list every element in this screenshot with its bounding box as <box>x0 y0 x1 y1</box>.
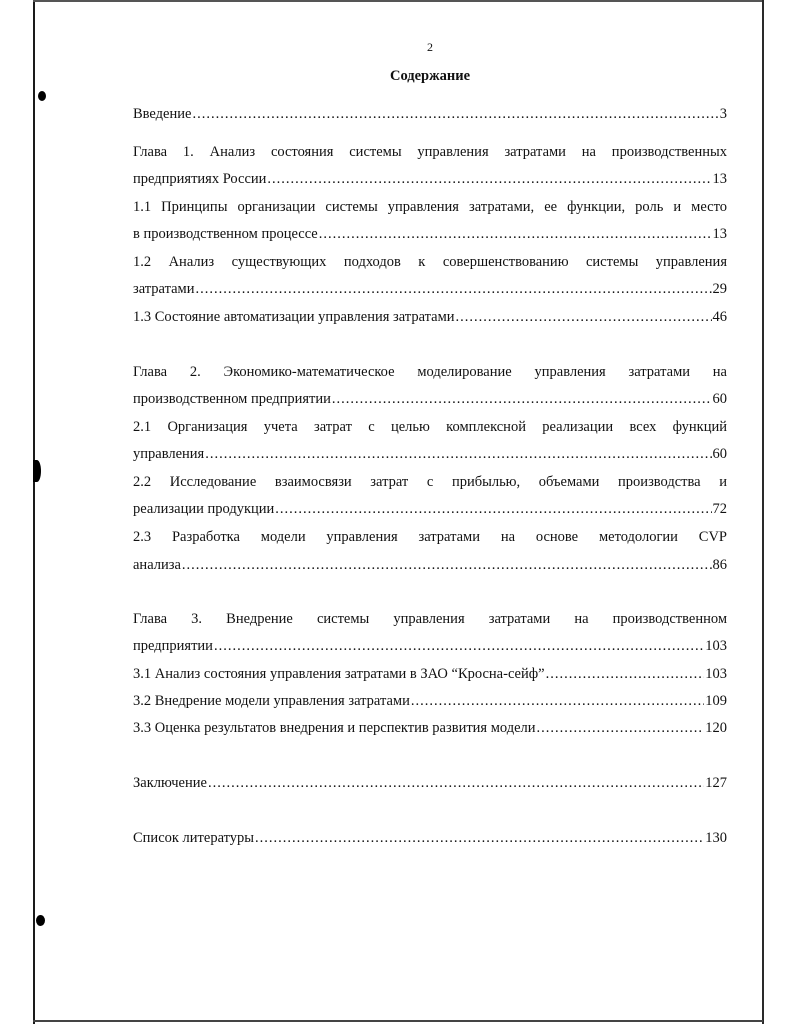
toc-chapter-2 <box>133 390 727 408</box>
toc-leader-dots <box>456 308 712 326</box>
toc-leader-dots <box>192 105 718 123</box>
toc-entry-references <box>133 829 727 847</box>
toc-section-2-2 <box>133 500 727 518</box>
toc-entry-page: 29 <box>712 281 727 297</box>
toc-entry-page: 60 <box>712 446 727 462</box>
toc-entry-title: 3.1 Анализ состояния управления затратами в ЗАО “Кросна-сейф” <box>133 666 545 682</box>
scan-border-top <box>33 0 763 2</box>
toc-leader-dots <box>255 829 704 847</box>
toc-section-1-1-line1: 1.1 Принципы организации системы управления затратами, ее функции, роль и место <box>133 199 727 215</box>
toc-entry-title: в производственном процессе <box>133 226 318 242</box>
toc-entry-page: 46 <box>712 309 727 325</box>
toc-entry-title: затратами <box>133 281 195 297</box>
toc-section-2-3 <box>133 556 727 574</box>
punch-hole-mark <box>33 460 41 482</box>
toc-section-3-2 <box>133 692 727 710</box>
toc-chapter-3 <box>133 637 727 655</box>
toc-section-1-2 <box>133 280 727 298</box>
scan-border-left <box>33 0 35 1024</box>
toc-entry-page: 13 <box>712 226 727 242</box>
toc-entry-page: 13 <box>712 171 727 187</box>
toc-section-1-1 <box>133 225 727 243</box>
toc-leader-dots <box>267 170 711 188</box>
toc-section-2-2-line1: 2.2 Исследование взаимосвязи затрат с прибылью, объемами производства и <box>133 474 727 490</box>
punch-hole-mark <box>36 915 45 926</box>
toc-entry-page: 86 <box>712 557 727 573</box>
toc-chapter-1-line1: Глава 1. Анализ состояния системы управления затратами на производственных <box>133 144 727 160</box>
toc-entry-title: 3.2 Внедрение модели управления затратами <box>133 693 410 709</box>
toc-entry-title: 3.3 Оценка результатов внедрения и перспектив развития модели <box>133 720 536 736</box>
toc-entry-page: 103 <box>705 638 727 654</box>
toc-leader-dots <box>275 500 711 518</box>
toc-entry-conclusion <box>133 774 727 792</box>
toc-entry-title: производственном предприятии <box>133 391 331 407</box>
punch-hole-mark <box>38 91 46 101</box>
toc-entry-page: 120 <box>705 720 727 736</box>
toc-leader-dots <box>319 225 712 243</box>
toc-leader-dots <box>332 390 712 408</box>
toc-entry-title: Введение <box>133 106 192 122</box>
toc-entry-page: 130 <box>705 830 727 846</box>
page-number: 2 <box>427 40 433 54</box>
toc-entry-page: 109 <box>705 693 727 709</box>
toc-leader-dots <box>205 445 711 463</box>
toc-section-1-2-line1: 1.2 Анализ существующих подходов к совершенствованию системы управления <box>133 254 727 270</box>
toc-leader-dots <box>196 280 712 298</box>
toc-entry-title: предприятии <box>133 638 213 654</box>
toc-leader-dots <box>546 665 705 683</box>
toc-section-2-3-line1: 2.3 Разработка модели управления затратами на основе методологии CVP <box>133 529 727 545</box>
toc-section-2-1 <box>133 445 727 463</box>
toc-entry-page: 127 <box>705 775 727 791</box>
toc-section-2-1-line1: 2.1 Организация учета затрат с целью комплексной реализации всех функций <box>133 419 727 435</box>
toc-entry-title: анализа <box>133 557 181 573</box>
toc-leader-dots <box>208 774 704 792</box>
toc-leader-dots <box>411 692 704 710</box>
toc-entry-page: 60 <box>712 391 727 407</box>
toc-entry-page: 72 <box>712 501 727 517</box>
toc-section-3-3 <box>133 719 727 737</box>
toc-leader-dots <box>537 719 705 737</box>
toc-entry-title: управления <box>133 446 205 462</box>
toc-entry-title: Заключение <box>133 775 207 791</box>
toc-leader-dots <box>214 637 704 655</box>
toc-entry-title: предприятиях России <box>133 171 267 187</box>
toc-leader-dots <box>182 556 712 574</box>
scan-border-bottom <box>33 1020 763 1022</box>
toc-entry-title: реализации продукции <box>133 501 275 517</box>
toc-section-1-3 <box>133 308 727 326</box>
toc-entry-page: 103 <box>705 666 727 682</box>
toc-chapter-2-line1: Глава 2. Экономико-математическое моделирование управления затратами на <box>133 364 727 380</box>
toc-entry-page: 3 <box>719 106 727 122</box>
toc-chapter-1 <box>133 170 727 188</box>
page-title: Содержание <box>389 68 471 84</box>
toc-entry-title: Список литературы <box>133 830 255 846</box>
toc-chapter-3-line1: Глава 3. Внедрение системы управления затратами на производственном <box>133 611 727 627</box>
scan-border-right <box>762 0 764 1024</box>
toc-entry-introduction <box>133 105 727 123</box>
toc-entry-title: 1.3 Состояние автоматизации управления затратами <box>133 309 455 325</box>
toc-section-3-1 <box>133 665 727 683</box>
